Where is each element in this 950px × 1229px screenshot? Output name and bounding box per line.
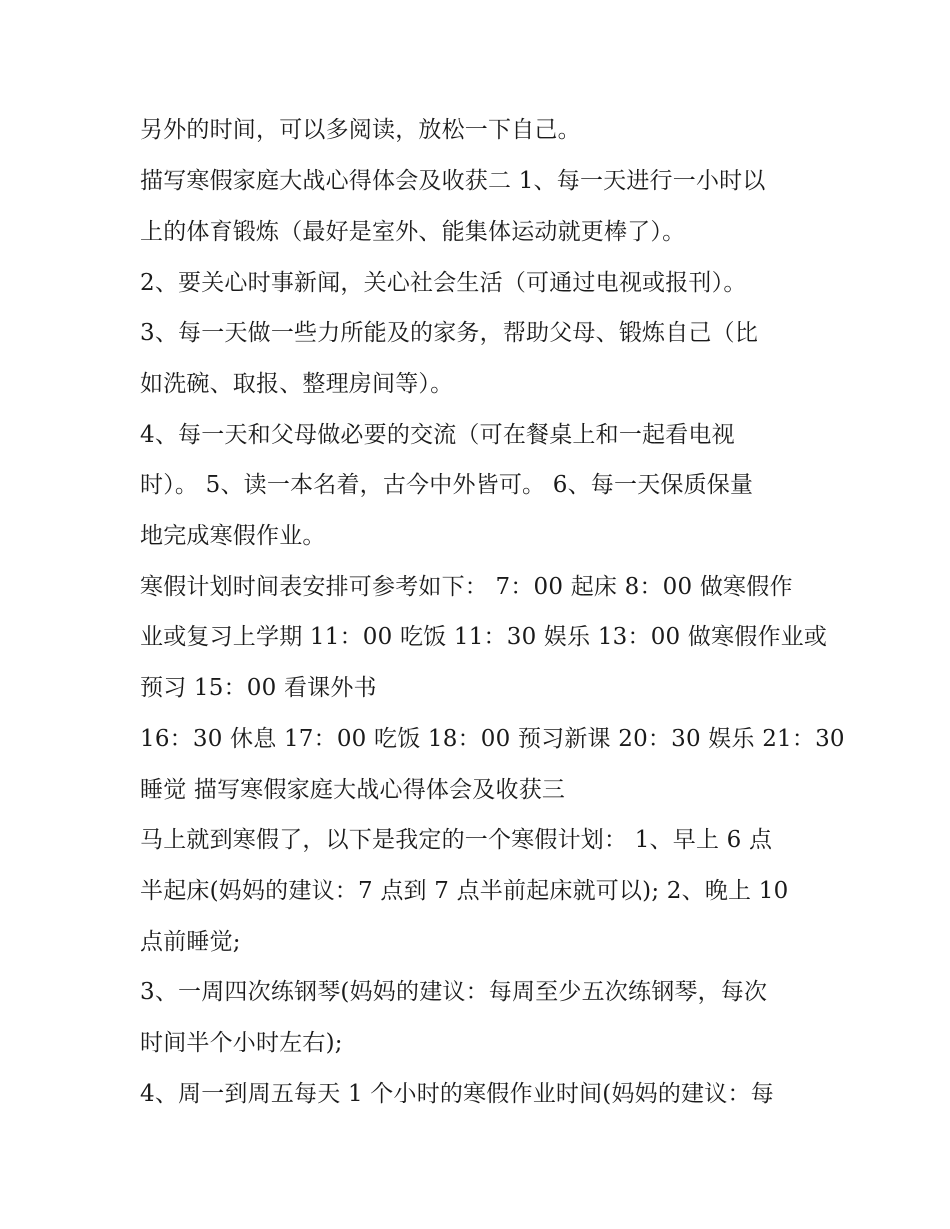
text-line: 半起床(妈妈的建议：7 点到 7 点半前起床就可以); 2、晚上 10 [140, 878, 789, 904]
text-line: 预习 15：00 看课外书 [140, 675, 377, 701]
text-line: 地完成寒假作业。 [140, 523, 326, 549]
text-line: 3、一周四次练钢琴(妈妈的建议：每周至少五次练钢琴，每次 [140, 979, 768, 1005]
text-line: 睡觉 描写寒假家庭大战心得体会及收获三 [140, 777, 566, 803]
text-line: 描写寒假家庭大战心得体会及收获二 1、每一天进行一小时以 [140, 168, 766, 194]
text-line: 16：30 休息 17：00 吃饭 18：00 预习新课 20：30 娱乐 21：30 [140, 726, 845, 752]
text-line: 2、要关心时事新闻，关心社会生活（可通过电视或报刊）。 [140, 270, 747, 296]
text-line: 寒假计划时间表安排可参考如下： 7：00 起床 8：00 做寒假作 [140, 574, 793, 600]
text-line: 如洗碗、取报、整理房间等）。 [140, 371, 454, 397]
text-line: 4、周一到周五每天 1 个小时的寒假作业时间(妈妈的建议：每 [140, 1081, 774, 1107]
text-line: 业或复习上学期 11：00 吃饭 11：30 娱乐 13：00 做寒假作业或 [140, 624, 828, 650]
text-line: 4、每一天和父母做必要的交流（可在餐桌上和一起看电视 [140, 422, 735, 448]
text-line: 3、每一天做一些力所能及的家务，帮助父母、锻炼自己（比 [140, 320, 759, 346]
text-line: 时）。 5、读一本名着，古今中外皆可。 6、每一天保质保量 [140, 472, 754, 498]
text-line: 马上就到寒假了，以下是我定的一个寒假计划： 1、早上 6 点 [140, 827, 773, 853]
text-line: 时间半个小时左右); [140, 1030, 343, 1056]
text-line: 点前睡觉; [140, 929, 241, 955]
text-line: 上的体育锻炼（最好是室外、能集体运动就更棒了）。 [140, 219, 686, 245]
text-line: 另外的时间，可以多阅读，放松一下自己。 [140, 117, 581, 143]
